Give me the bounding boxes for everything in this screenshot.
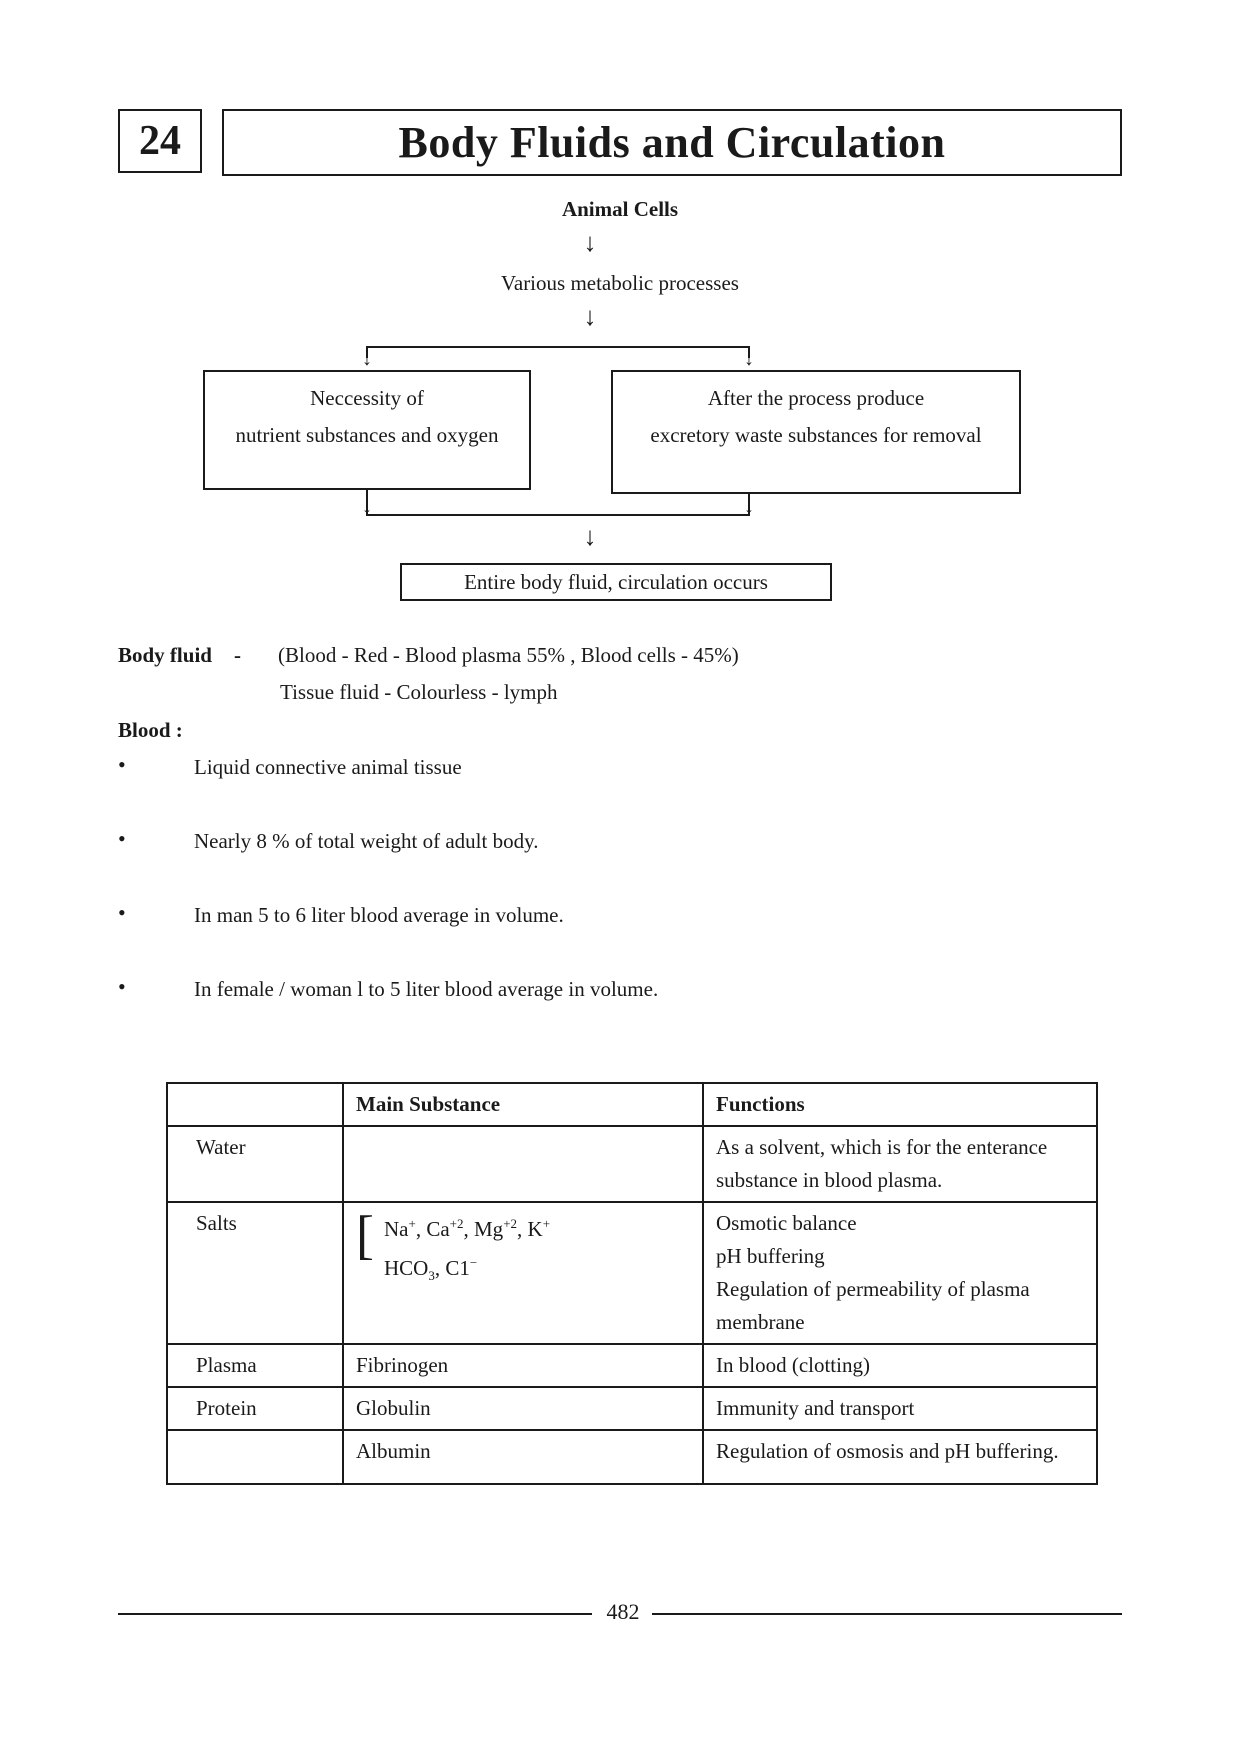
body-fluid-line-2: Tissue fluid - Colourless - lymph [280, 680, 558, 704]
water-function: As a solvent, which is for the enterance substance in blood plasma. [703, 1126, 1097, 1202]
table-row [167, 1202, 1097, 1344]
plasma-label: Plasma [167, 1344, 343, 1387]
albumin-substance: Albumin [343, 1430, 703, 1484]
table-row [167, 1430, 1097, 1484]
table-row [167, 1126, 1097, 1202]
plasma-function: In blood (clotting) [703, 1344, 1097, 1387]
need-box-line-1: Neccessity of [310, 386, 424, 410]
bullet-icon: • [118, 752, 126, 777]
substances-table [166, 1082, 1098, 1485]
flow-arrow-2: ↓ [583, 302, 597, 331]
need-box [203, 370, 531, 490]
header-cell-functions: Functions [703, 1083, 1097, 1126]
salts-label: Salts [167, 1202, 343, 1344]
merge-arrow-right: ↓ [744, 496, 754, 518]
plasma-substance: Fibrinogen [343, 1344, 703, 1387]
blood-bullet-1: Liquid connective animal tissue [194, 755, 462, 779]
protein-substance: Globulin [343, 1387, 703, 1430]
table-header-row [167, 1083, 1097, 1126]
body-fluid-line-1: (Blood - Red - Blood plasma 55% , Blood cells - 45%) [278, 643, 739, 667]
bullet-icon: • [118, 900, 126, 925]
merge-arrow-left: ↓ [362, 496, 372, 518]
bracket-icon: [ [356, 1205, 374, 1265]
albumin-label [167, 1430, 343, 1484]
cation-list: Na+, $Ca^{+2}$, $Mg^{+2}$, K+ [383, 1216, 551, 1241]
header-cell-main-substance: Main Substance [343, 1083, 703, 1126]
waste-box-line-1: After the process produce [707, 386, 925, 410]
salts-function-1: Osmotic balance [716, 1211, 857, 1235]
merge-connector [366, 514, 750, 516]
body-fluid-dash: - [234, 643, 241, 667]
salts-substance [343, 1202, 703, 1344]
footer-rule-left [118, 1613, 592, 1615]
page-title: Body Fluids and Circulation [222, 109, 1122, 176]
albumin-function: Regulation of osmosis and pH buffering. [703, 1430, 1097, 1484]
chapter-number: 24 [118, 109, 202, 173]
bullet-icon: • [118, 826, 126, 851]
anion-list: $HCO_3$, C1− [383, 1255, 478, 1284]
need-box-line-2: nutrient substances and oxygen [235, 423, 499, 447]
salts-function-3: Regulation of permeability of plasma membrane [716, 1277, 1030, 1334]
table-row [167, 1387, 1097, 1430]
protein-function: Immunity and transport [703, 1387, 1097, 1430]
flow-arrow-1: ↓ [583, 228, 597, 257]
bullet-icon: • [118, 974, 126, 999]
protein-label: Protein [167, 1387, 343, 1430]
flow-arrow-3: ↓ [583, 522, 597, 551]
salts-functions [703, 1202, 1097, 1344]
salts-function-2: pH buffering [716, 1244, 825, 1268]
blood-bullet-3: In man 5 to 6 liter blood average in volume. [194, 903, 564, 927]
flow-middle-label: Various metabolic processes [501, 271, 739, 295]
waste-box-line-2: excretory waste substances for removal [650, 423, 982, 447]
split-connector [366, 346, 750, 348]
blood-bullet-4: In female / woman l to 5 liter blood average in volume. [194, 977, 659, 1001]
page-number: 482 [606, 1599, 640, 1624]
waste-box [611, 370, 1021, 494]
water-label: Water [167, 1126, 343, 1202]
split-arrow-left: ↓ [362, 348, 372, 370]
footer-rule-right [652, 1613, 1122, 1615]
header-cell-blank [167, 1083, 343, 1126]
body-fluid-label: Body fluid [118, 643, 212, 667]
result-box: Entire body fluid, circulation occurs [400, 563, 832, 601]
split-arrow-right: ↓ [744, 348, 754, 370]
water-substance [343, 1126, 703, 1202]
table-row [167, 1344, 1097, 1387]
blood-bullet-2: Nearly 8 % of total weight of adult body. [194, 829, 539, 853]
blood-heading: Blood : [118, 718, 183, 742]
flow-top-label: Animal Cells [561, 197, 679, 221]
